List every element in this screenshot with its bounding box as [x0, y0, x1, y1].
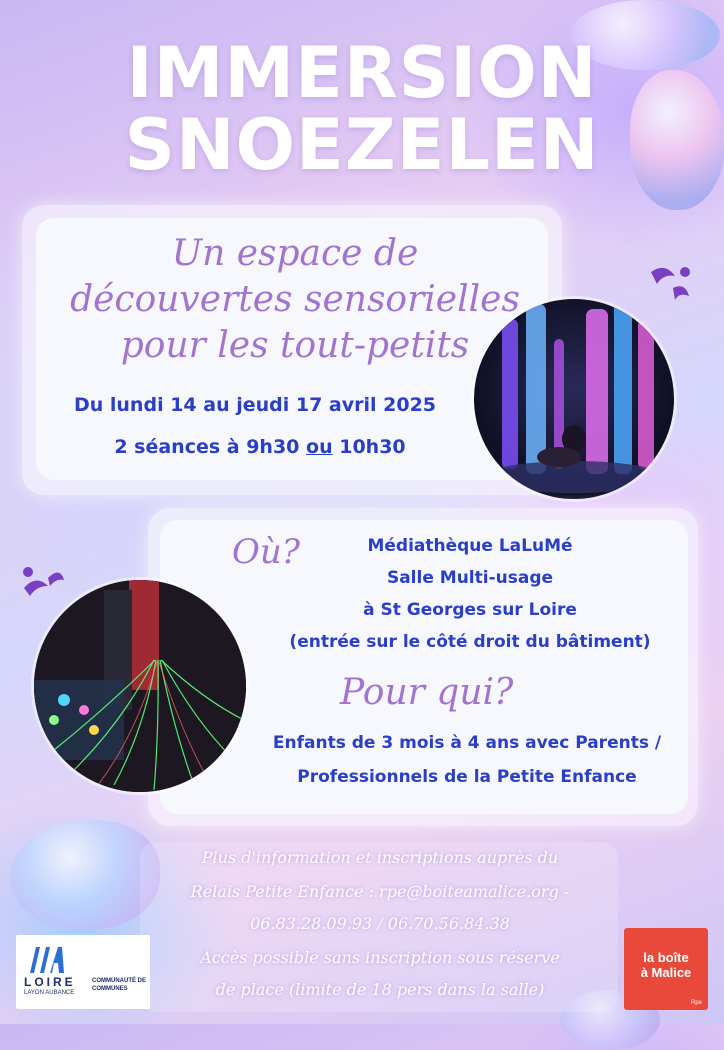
location-entrance: (entrée sur le côté droit du bâtiment): [289, 632, 651, 652]
info-line-2: Relais Petite Enfance : rpe@boiteamalice.org -: [190, 882, 570, 901]
session-times-prefix: 2 séances à 9h30: [114, 436, 307, 458]
info-line-5: de place (limite de 18 pers dans la salle): [215, 980, 545, 999]
bubble-tubes-photo: [474, 299, 674, 499]
boite-logo-line-1: la boîte: [643, 950, 689, 965]
location-room: Salle Multi-usage: [386, 568, 554, 588]
location-town: à St Georges sur Loire: [363, 600, 577, 620]
boite-logo-line-2: à Malice: [640, 965, 692, 980]
tagline-line-2: découvertes sensorielles: [70, 279, 520, 320]
session-times: [40, 436, 480, 458]
who-heading: Pour qui?: [340, 672, 514, 713]
title-line-2: SNOEZELEN: [124, 104, 600, 186]
loire-layon-aubance-logo: [16, 935, 150, 1009]
audience-line-1: Enfants de 3 mois à 4 ans avec Parents /: [272, 733, 662, 753]
session-times-suffix: 10h30: [332, 436, 406, 458]
audience-line-2: Professionnels de la Petite Enfance: [297, 767, 637, 787]
info-phones: 06.83.28.09.93 / 06.70.56.84.38: [250, 914, 510, 933]
loire-mark-icon: [26, 945, 66, 973]
decor-bubble: [10, 820, 160, 930]
info-line-1: Plus d'information et inscriptions auprès du: [201, 848, 559, 867]
fiber-optic-photo: [34, 580, 246, 792]
tagline-line-3: pour les tout-petits: [120, 325, 470, 366]
session-times-or: ou: [306, 436, 333, 458]
boite-logo-name: [624, 950, 708, 980]
splash-icon: [18, 562, 68, 606]
splash-icon: [645, 262, 695, 306]
location-venue: Médiathèque LaLuMé: [367, 536, 573, 556]
where-heading: Où?: [232, 532, 300, 572]
event-dates: Du lundi 14 au jeudi 17 avril 2025: [73, 394, 437, 416]
loire-logo-name: LOIRE: [24, 975, 76, 989]
title-line-1: IMMERSION: [126, 32, 598, 114]
boite-a-malice-logo: [624, 928, 708, 1010]
tagline-line-1: Un espace de: [171, 233, 419, 274]
info-line-4: Accès possible sans inscription sous réserve: [200, 948, 560, 967]
loire-logo-cc: COMMUNAUTÉ DE COMMUNES: [92, 978, 146, 992]
loire-logo-sub: LAYON AUBANCE: [24, 990, 75, 996]
boite-logo-tag: Rpe: [690, 1000, 702, 1006]
